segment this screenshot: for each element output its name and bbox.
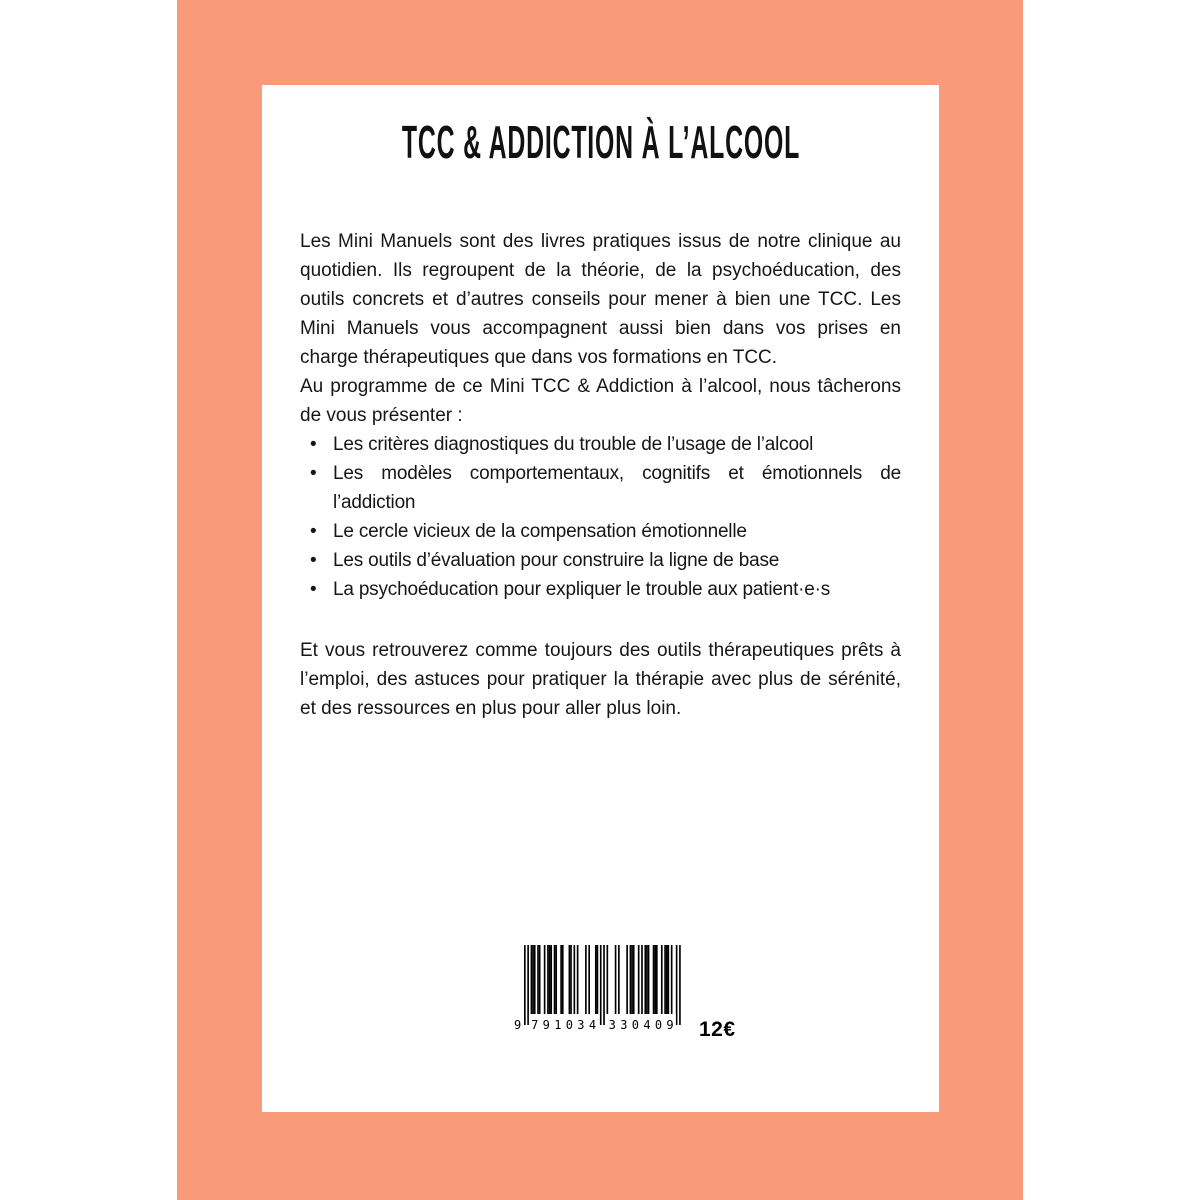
svg-text:4: 4	[643, 1018, 651, 1031]
bullet-item-psychoeducation: • La psychoéducation pour expliquer le trouble aux patient·e·s	[300, 575, 901, 604]
svg-text:0: 0	[654, 1018, 663, 1031]
svg-text:9: 9	[666, 1018, 674, 1031]
bullet-item-diagnostic-criteria: • Les critères diagnostiques du trouble de l’usage de l’alcool	[300, 430, 901, 459]
intro-paragraph: Les Mini Manuels sont des livres pratiques issus de notre clinique au quotidien. Ils regroupent de la théorie, de la psychoéducation, des outils concrets et d’autres conseils pour mener à bien une TCC. Les Mini Manuels vous accompagnent aussi bien dans vos prises en charge thérapeutiques que dans vos formations en TCC.	[300, 231, 901, 368]
bullet-item-models: • Les modèles comportementaux, cognitifs et émotionnels de l’addiction	[300, 459, 901, 517]
bullet-item-evaluation-tools: • Les outils d’évaluation pour construire la ligne de base	[300, 546, 901, 575]
svg-text:3: 3	[577, 1018, 585, 1031]
program-intro-paragraph: Au programme de ce Mini TCC & Addiction à l’alcool, nous tâcherons de vous présenter :	[300, 376, 901, 426]
svg-text:0: 0	[565, 1018, 573, 1031]
svg-text:0: 0	[631, 1018, 639, 1031]
svg-text:9: 9	[542, 1018, 550, 1031]
svg-text:1: 1	[554, 1018, 562, 1031]
barcode	[514, 945, 686, 1031]
book-back-cover-page	[262, 85, 939, 1112]
price-label: 12€	[699, 1018, 736, 1041]
svg-text:4: 4	[588, 1018, 597, 1031]
book-title: TCC & ADDICTION À L’ALCOOL	[401, 116, 800, 168]
title-row	[300, 117, 901, 167]
svg-text:7: 7	[531, 1018, 539, 1031]
svg-text:3: 3	[620, 1018, 628, 1031]
ean13-barcode-graphic	[514, 945, 686, 1031]
bullet-item-vicious-circle: • Le cercle vicieux de la compensation émotionnelle	[300, 517, 901, 546]
svg-text:9: 9	[514, 1018, 522, 1031]
program-bullet-list	[300, 430, 901, 604]
svg-text:3: 3	[608, 1018, 616, 1031]
closing-paragraph: Et vous retrouverez comme toujours des outils thérapeutiques prêts à l’emploi, des astuces pour pratiquer la thérapie avec plus de sérénité, et des ressources en plus pour aller plus loin.	[300, 640, 901, 719]
cover-background	[177, 0, 1023, 1200]
